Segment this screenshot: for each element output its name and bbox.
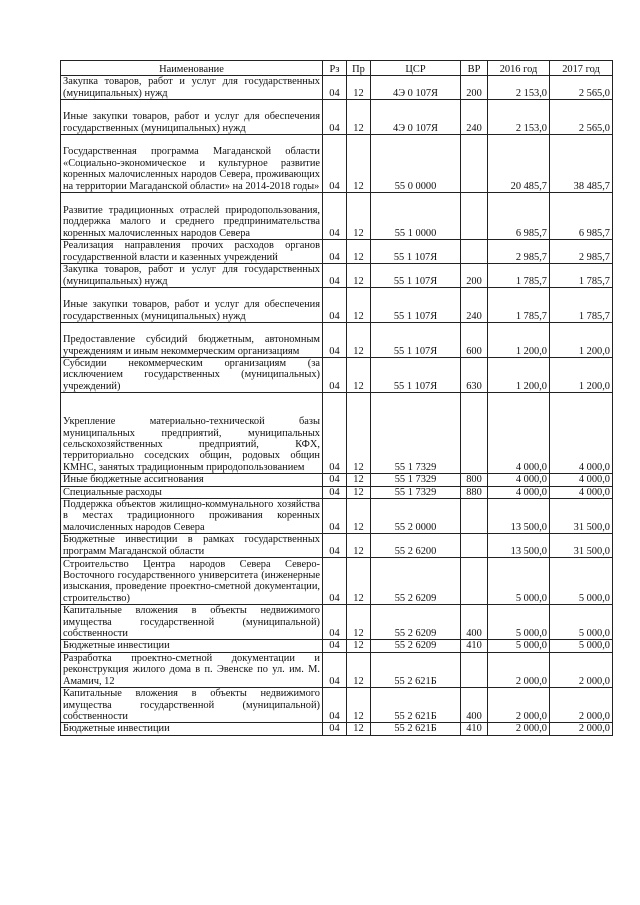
header-2017: 2017 год xyxy=(550,61,613,76)
table-row xyxy=(61,688,613,723)
header-csr: ЦСР xyxy=(371,61,461,76)
row-csr: 55 1 0000 xyxy=(371,193,461,240)
row-csr: 55 2 6209 xyxy=(371,558,461,605)
row-pr: 12 xyxy=(347,486,371,498)
row-2016: 2 000,0 xyxy=(488,652,550,687)
row-name: Укрепление материально-технической базы муниципальных предприятий, муниципальных сельскохозяйственных предприятий, КФХ, территориально соседских общин, родовых общин КМНС, занятых традиционным природопользованием xyxy=(61,393,323,474)
row-csr: 55 2 6200 xyxy=(371,534,461,558)
row-pr: 12 xyxy=(347,358,371,393)
row-2017: 2 000,0 xyxy=(550,723,613,735)
row-vr xyxy=(461,135,488,193)
row-rz: 04 xyxy=(323,264,347,288)
row-rz: 04 xyxy=(323,723,347,735)
row-2017: 1 785,7 xyxy=(550,264,613,288)
row-2017: 6 985,7 xyxy=(550,193,613,240)
row-pr: 12 xyxy=(347,193,371,240)
header-rz: Рз xyxy=(323,61,347,76)
row-csr: 55 1 7329 xyxy=(371,486,461,498)
row-rz: 04 xyxy=(323,288,347,323)
row-name: Поддержка объектов жилищно-коммунального хозяйства в местах традиционного проживания коренных малочисленных народов Севера xyxy=(61,499,323,534)
row-2016: 2 000,0 xyxy=(488,723,550,735)
row-csr: 55 2 6209 xyxy=(371,605,461,640)
row-2016: 4 000,0 xyxy=(488,486,550,498)
row-vr xyxy=(461,240,488,264)
row-rz: 04 xyxy=(323,534,347,558)
row-vr: 630 xyxy=(461,358,488,393)
row-2016: 2 000,0 xyxy=(488,688,550,723)
row-vr: 880 xyxy=(461,486,488,498)
row-name: Бюджетные инвестиции xyxy=(61,640,323,652)
row-rz: 04 xyxy=(323,474,347,486)
row-rz: 04 xyxy=(323,499,347,534)
row-name: Строительство Центра народов Севера Северо-Восточного государственного университета (инженерные изыскания, проведение проектно-сметной документации, строительство) xyxy=(61,558,323,605)
row-rz: 04 xyxy=(323,558,347,605)
row-2017: 4 000,0 xyxy=(550,393,613,474)
row-pr: 12 xyxy=(347,723,371,735)
row-csr: 4Э 0 107Я xyxy=(371,100,461,135)
row-2016: 4 000,0 xyxy=(488,393,550,474)
table-row xyxy=(61,193,613,240)
row-2017: 31 500,0 xyxy=(550,534,613,558)
row-pr: 12 xyxy=(347,499,371,534)
row-2017: 5 000,0 xyxy=(550,558,613,605)
row-name: Предоставление субсидий бюджетным, автономным учреждениям и иным некоммерческим организациям xyxy=(61,323,323,358)
row-vr: 400 xyxy=(461,605,488,640)
table-row xyxy=(61,323,613,358)
row-pr: 12 xyxy=(347,474,371,486)
table-row xyxy=(61,100,613,135)
row-2017: 1 200,0 xyxy=(550,358,613,393)
row-name: Закупка товаров, работ и услуг для государственных (муниципальных) нужд xyxy=(61,264,323,288)
row-name: Капитальные вложения в объекты недвижимого имущества государственной (муниципальной) собственности xyxy=(61,688,323,723)
table-row xyxy=(61,474,613,486)
row-csr: 55 1 7329 xyxy=(371,474,461,486)
row-2017: 2 985,7 xyxy=(550,240,613,264)
table-row xyxy=(61,135,613,193)
row-2017: 4 000,0 xyxy=(550,486,613,498)
row-rz: 04 xyxy=(323,323,347,358)
row-2017: 4 000,0 xyxy=(550,474,613,486)
row-vr: 200 xyxy=(461,264,488,288)
row-pr: 12 xyxy=(347,264,371,288)
row-2017: 5 000,0 xyxy=(550,640,613,652)
row-name: Реализация направления прочих расходов органов государственной власти и казенных учреждений xyxy=(61,240,323,264)
row-name: Специальные расходы xyxy=(61,486,323,498)
row-2016: 1 200,0 xyxy=(488,323,550,358)
row-name: Иные бюджетные ассигнования xyxy=(61,474,323,486)
row-name: Иные закупки товаров, работ и услуг для обеспечения государственных (муниципальных) нужд xyxy=(61,288,323,323)
row-name: Капитальные вложения в объекты недвижимого имущества государственной (муниципальной) собственности xyxy=(61,605,323,640)
row-pr: 12 xyxy=(347,100,371,135)
row-csr: 55 2 621Б xyxy=(371,723,461,735)
row-csr: 55 1 107Я xyxy=(371,288,461,323)
row-rz: 04 xyxy=(323,393,347,474)
row-csr: 55 1 7329 xyxy=(371,393,461,474)
header-vr: ВР xyxy=(461,61,488,76)
header-2016: 2016 год xyxy=(488,61,550,76)
row-2017: 2 565,0 xyxy=(550,76,613,100)
document-page xyxy=(60,60,612,736)
row-name: Развитие традиционных отраслей природопользования, поддержка малого и среднего предпринимательства коренных малочисленных народов Севера xyxy=(61,193,323,240)
row-rz: 04 xyxy=(323,652,347,687)
row-vr: 410 xyxy=(461,640,488,652)
row-vr: 200 xyxy=(461,76,488,100)
table-row xyxy=(61,605,613,640)
row-2016: 1 785,7 xyxy=(488,288,550,323)
row-csr: 55 2 621Б xyxy=(371,652,461,687)
row-rz: 04 xyxy=(323,358,347,393)
row-csr: 55 1 107Я xyxy=(371,358,461,393)
budget-table xyxy=(60,60,613,736)
row-rz: 04 xyxy=(323,688,347,723)
row-2016: 5 000,0 xyxy=(488,640,550,652)
row-pr: 12 xyxy=(347,135,371,193)
row-2016: 2 985,7 xyxy=(488,240,550,264)
row-name: Государственная программа Магаданской области «Социально-экономическое и культурное развитие коренных малочисленных народов Севера, проживающих на территории Магаданской области» на 2014-2018 годы» xyxy=(61,135,323,193)
row-pr: 12 xyxy=(347,688,371,723)
row-pr: 12 xyxy=(347,323,371,358)
table-row xyxy=(61,558,613,605)
row-2016: 1 200,0 xyxy=(488,358,550,393)
row-vr xyxy=(461,393,488,474)
table-row xyxy=(61,358,613,393)
row-csr: 4Э 0 107Я xyxy=(371,76,461,100)
header-pr: Пр xyxy=(347,61,371,76)
row-2016: 13 500,0 xyxy=(488,534,550,558)
row-csr: 55 0 0000 xyxy=(371,135,461,193)
table-row xyxy=(61,288,613,323)
row-pr: 12 xyxy=(347,240,371,264)
row-2017: 31 500,0 xyxy=(550,499,613,534)
row-rz: 04 xyxy=(323,486,347,498)
row-vr: 240 xyxy=(461,288,488,323)
table-row xyxy=(61,652,613,687)
row-pr: 12 xyxy=(347,76,371,100)
row-name: Субсидии некоммерческим организациям (за исключением государственных (муниципальных) учреждений) xyxy=(61,358,323,393)
row-2016: 20 485,7 xyxy=(488,135,550,193)
header-name: Наименование xyxy=(61,61,323,76)
row-csr: 55 2 6209 xyxy=(371,640,461,652)
row-csr: 55 1 107Я xyxy=(371,240,461,264)
row-csr: 55 2 0000 xyxy=(371,499,461,534)
row-vr xyxy=(461,558,488,605)
table-row xyxy=(61,264,613,288)
row-2016: 2 153,0 xyxy=(488,76,550,100)
row-pr: 12 xyxy=(347,393,371,474)
table-row xyxy=(61,499,613,534)
row-rz: 04 xyxy=(323,100,347,135)
row-vr xyxy=(461,652,488,687)
row-vr: 400 xyxy=(461,688,488,723)
row-rz: 04 xyxy=(323,640,347,652)
row-2016: 2 153,0 xyxy=(488,100,550,135)
table-row xyxy=(61,486,613,498)
row-2016: 13 500,0 xyxy=(488,499,550,534)
row-csr: 55 2 621Б xyxy=(371,688,461,723)
row-pr: 12 xyxy=(347,534,371,558)
row-2017: 2 000,0 xyxy=(550,652,613,687)
row-rz: 04 xyxy=(323,240,347,264)
row-2017: 2 000,0 xyxy=(550,688,613,723)
row-vr xyxy=(461,499,488,534)
table-row xyxy=(61,76,613,100)
row-name: Бюджетные инвестиции в рамках государственных программ Магаданской области xyxy=(61,534,323,558)
row-2016: 6 985,7 xyxy=(488,193,550,240)
row-2016: 1 785,7 xyxy=(488,264,550,288)
row-2017: 5 000,0 xyxy=(550,605,613,640)
table-row xyxy=(61,240,613,264)
row-rz: 04 xyxy=(323,135,347,193)
row-2016: 4 000,0 xyxy=(488,474,550,486)
row-csr: 55 1 107Я xyxy=(371,323,461,358)
row-name: Разработка проектно-сметной документации и реконструкция жилого дома в п. Эвенске по ул. им. М. Амамич, 12 xyxy=(61,652,323,687)
row-pr: 12 xyxy=(347,605,371,640)
table-row xyxy=(61,534,613,558)
table-header-row xyxy=(61,61,613,76)
table-row xyxy=(61,723,613,735)
row-vr xyxy=(461,193,488,240)
row-vr: 240 xyxy=(461,100,488,135)
row-rz: 04 xyxy=(323,605,347,640)
row-2017: 2 565,0 xyxy=(550,100,613,135)
row-vr: 800 xyxy=(461,474,488,486)
row-vr xyxy=(461,534,488,558)
row-csr: 55 1 107Я xyxy=(371,264,461,288)
row-pr: 12 xyxy=(347,640,371,652)
row-vr: 410 xyxy=(461,723,488,735)
row-name: Бюджетные инвестиции xyxy=(61,723,323,735)
table-row xyxy=(61,640,613,652)
row-rz: 04 xyxy=(323,193,347,240)
row-pr: 12 xyxy=(347,558,371,605)
row-vr: 600 xyxy=(461,323,488,358)
row-2017: 38 485,7 xyxy=(550,135,613,193)
row-name: Иные закупки товаров, работ и услуг для обеспечения государственных (муниципальных) нужд xyxy=(61,100,323,135)
row-name: Закупка товаров, работ и услуг для государственных (муниципальных) нужд xyxy=(61,76,323,100)
row-2016: 5 000,0 xyxy=(488,558,550,605)
row-2016: 5 000,0 xyxy=(488,605,550,640)
row-rz: 04 xyxy=(323,76,347,100)
row-2017: 1 200,0 xyxy=(550,323,613,358)
row-pr: 12 xyxy=(347,288,371,323)
row-2017: 1 785,7 xyxy=(550,288,613,323)
row-pr: 12 xyxy=(347,652,371,687)
table-row xyxy=(61,393,613,474)
